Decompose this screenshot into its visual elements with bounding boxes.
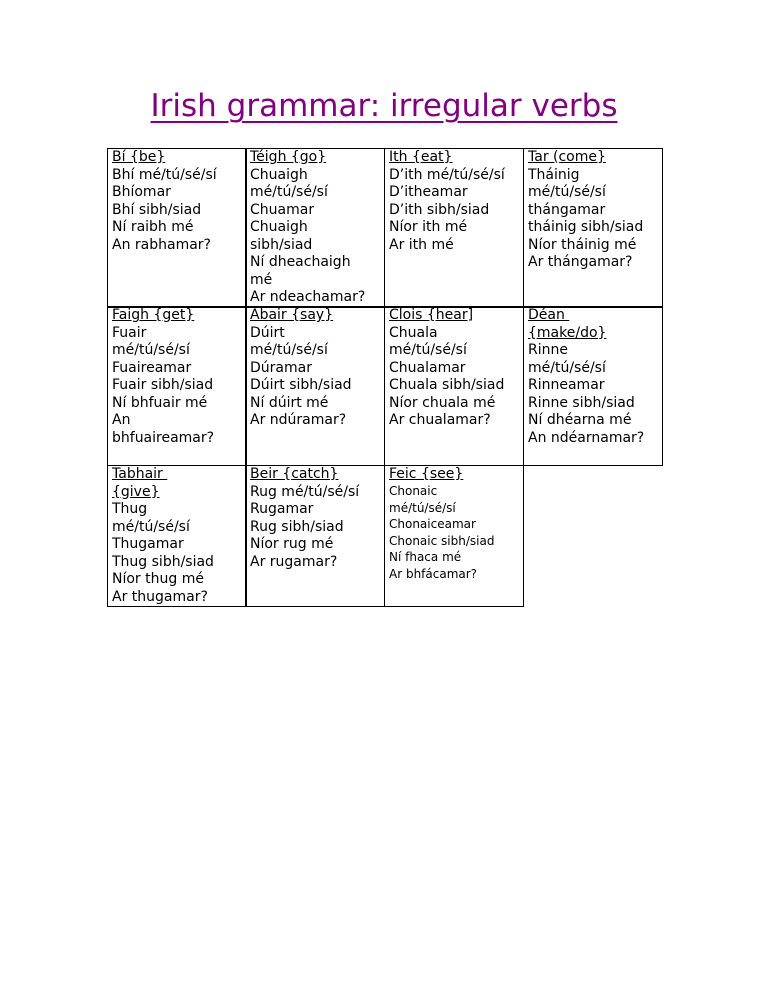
verb-form: D’ith mé/tú/sé/sí — [389, 166, 505, 183]
verb-form: Ar ndeachamar? — [250, 289, 366, 305]
verb-form: Níor tháinig mé — [528, 236, 637, 253]
verb-form: Rinne — [528, 342, 568, 358]
verb-heading: Ith {eat} — [389, 149, 453, 165]
verb-heading: Clois {hear] — [389, 307, 474, 323]
verb-form: Chuala sibh/siad — [389, 377, 505, 393]
verb-form: Ar ith mé — [389, 236, 454, 253]
page-title: Irish grammar: irregular verbs — [150, 88, 618, 124]
verb-form: Fuair — [112, 324, 147, 341]
verb-cell-beir — [245, 465, 385, 607]
verb-form: An — [112, 412, 131, 428]
verb-cell-teigh — [245, 148, 385, 308]
verb-form: Bhí mé/tú/sé/sí — [112, 166, 217, 183]
verb-form: mé/tú/sé/sí — [389, 500, 456, 515]
verb-form: Níor ith mé — [389, 219, 468, 235]
verb-form: mé/tú/sé/sí — [528, 184, 606, 200]
verb-heading: Tabhair {give} — [112, 466, 163, 500]
verb-form: Ar thángamar? — [528, 254, 633, 270]
verb-form: D’itheamar — [389, 184, 468, 200]
verb-cell-feic — [384, 465, 524, 607]
verb-form: Rinneamar — [528, 377, 605, 393]
verb-form: mé/tú/sé/sí — [112, 342, 190, 358]
verb-form: thángamar — [528, 201, 606, 218]
verb-form: Ar thugamar? — [112, 588, 208, 605]
verb-form: Níor thug mé — [112, 571, 204, 587]
verb-form: Thugamar — [112, 536, 184, 552]
verb-form: Níor chuala mé — [389, 394, 496, 411]
verb-form: Chonaiceamar — [389, 517, 476, 531]
verb-form: sibh/siad — [250, 236, 313, 253]
verb-form: Níor rug mé — [250, 536, 334, 552]
verb-heading: Feic {see} — [389, 466, 464, 482]
verb-form: Rug mé/tú/sé/sí — [250, 483, 360, 500]
verb-form: mé/tú/sé/sí — [250, 184, 328, 200]
verb-cell-faigh — [107, 306, 247, 466]
verb-cell-clois — [384, 306, 524, 466]
verb-form: Chuamar — [250, 201, 315, 218]
verb-heading: Abair {say} — [250, 307, 334, 323]
verb-cell-bi — [107, 148, 247, 308]
verb-form: Dúirt — [250, 324, 285, 341]
verb-form: Chuaigh — [250, 219, 308, 235]
verb-form: Chuala — [389, 324, 438, 341]
verb-form: Ní bhfuair mé — [112, 394, 208, 411]
verb-form: Thug sibh/siad — [112, 553, 214, 570]
verb-form: Rinne sibh/siad — [528, 394, 635, 411]
verb-cell-abair — [245, 306, 385, 466]
verb-heading: Beir {catch} — [250, 466, 339, 482]
verb-heading: Déan {make/do} — [528, 307, 607, 341]
verb-form: Rug sibh/siad — [250, 518, 344, 535]
verb-cell-tar — [523, 148, 663, 308]
verb-form: Tháinig — [528, 166, 580, 183]
verb-cell-ith — [384, 148, 524, 308]
verb-form: Fuaireamar — [112, 359, 192, 376]
verb-form: Fuair sibh/siad — [112, 377, 214, 393]
verb-form: Ní dúirt mé — [250, 394, 329, 411]
verb-form: Ar bhfácamar? — [389, 566, 478, 581]
verb-form: Dúirt sibh/siad — [250, 377, 352, 393]
verb-form: tháinig sibh/siad — [528, 219, 644, 235]
verb-form: Ar rugamar? — [250, 553, 338, 570]
verb-form: D’ith sibh/siad — [389, 201, 490, 218]
verb-form: Chualamar — [389, 359, 466, 376]
verb-form: Chonaic sibh/siad — [389, 533, 495, 548]
verb-form: Ní dheachaigh — [250, 254, 351, 270]
verb-form: Ar chualamar? — [389, 412, 491, 428]
verb-form: An ndéarnamar? — [528, 429, 645, 446]
verb-form: Thug — [112, 501, 148, 517]
verb-form: mé/tú/sé/sí — [250, 342, 328, 358]
verb-form: mé — [250, 271, 273, 288]
verb-heading: Faigh {get} — [112, 307, 195, 323]
verb-heading: Téigh {go} — [250, 149, 327, 165]
verb-form: bhfuaireamar? — [112, 429, 215, 446]
verb-form: Rugamar — [250, 501, 314, 517]
verb-form: Chonaic — [389, 484, 438, 498]
verb-form: Ní fhaca mé — [389, 550, 462, 564]
verb-heading: Bí {be} — [112, 149, 166, 165]
verb-form: mé/tú/sé/sí — [528, 359, 606, 376]
verb-form: Bhí sibh/siad — [112, 201, 202, 218]
verb-form: mé/tú/sé/sí — [112, 518, 190, 535]
verb-form: Dúramar — [250, 359, 312, 376]
verb-cell-tabhair — [107, 465, 247, 607]
verb-form: mé/tú/sé/sí — [389, 342, 467, 358]
verb-form: Bhíomar — [112, 184, 171, 200]
verb-form: Chuaigh — [250, 166, 308, 183]
verb-form: Ar ndúramar? — [250, 412, 347, 428]
verb-cell-dean — [523, 306, 663, 466]
verb-form: Ní dhéarna mé — [528, 412, 632, 428]
verb-heading: Tar (come} — [528, 149, 606, 165]
verb-form: An rabhamar? — [112, 236, 211, 253]
verb-form: Ní raibh mé — [112, 219, 194, 235]
